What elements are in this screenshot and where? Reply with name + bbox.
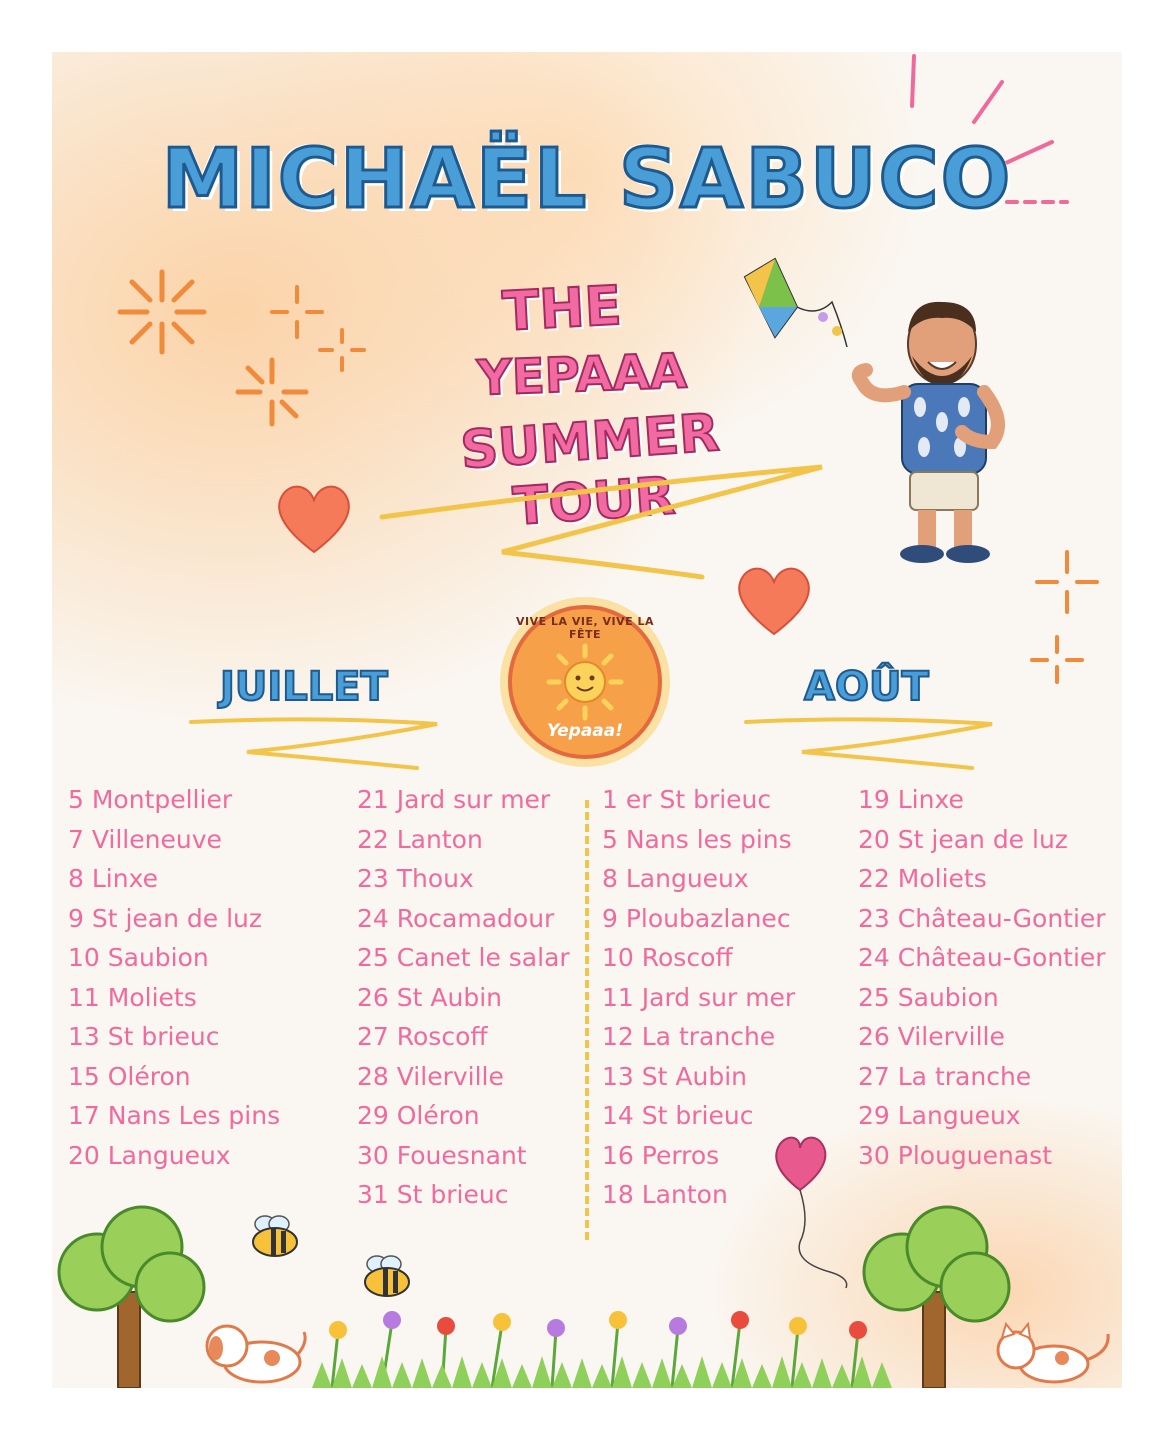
flowers-grass-icon xyxy=(312,1292,892,1388)
august-underline-squiggle-icon xyxy=(742,712,1002,772)
list-item: 29 Langueux xyxy=(858,1101,1021,1130)
list-item: 10 Saubion xyxy=(68,943,209,972)
list-item: 15 Oléron xyxy=(68,1061,191,1091)
cat-icon xyxy=(992,1322,1117,1388)
tour-poster xyxy=(52,52,1122,1388)
list-item: 22 Lanton xyxy=(357,824,483,854)
month-divider xyxy=(585,800,589,1240)
list-item: 29 Oléron xyxy=(357,1101,480,1130)
list-item: 30 Fouesnant xyxy=(357,1140,527,1170)
heart-icon xyxy=(734,562,814,638)
list-item: 27 La tranche xyxy=(858,1061,1032,1091)
badge-word: Yepaaa! xyxy=(547,721,623,741)
badge-arc-text: VIVE LA VIE, VIVE LA FÊTE xyxy=(516,615,654,641)
list-item: 16 Perros xyxy=(602,1140,720,1170)
sun-icon xyxy=(545,642,625,722)
july-underline-squiggle-icon xyxy=(187,712,447,772)
list-item: 26 Vilerville xyxy=(858,1022,1005,1051)
august-dates-column-1 xyxy=(602,780,795,1215)
august-dates-column-2 xyxy=(858,780,1106,1175)
bee-icon xyxy=(245,1212,305,1262)
dog-icon xyxy=(202,1312,312,1388)
list-item: 8 Linxe xyxy=(68,864,158,893)
list-item: 7 Villeneuve xyxy=(68,824,222,854)
list-item: 22 Moliets xyxy=(858,864,987,893)
list-item: 9 Ploubazlanec xyxy=(602,903,791,933)
july-dates-column-2 xyxy=(357,780,570,1215)
list-item: 12 La tranche xyxy=(602,1022,776,1051)
heart-icon xyxy=(274,480,354,556)
list-item: 19 Linxe xyxy=(858,785,964,814)
list-item: 17 Nans Les pins xyxy=(68,1101,281,1130)
list-item: 13 St brieuc xyxy=(68,1022,220,1051)
list-item: 31 St brieuc xyxy=(357,1180,509,1209)
list-item: 21 Jard sur mer xyxy=(357,785,551,814)
list-item: 25 Saubion xyxy=(858,982,999,1012)
month-label-july: JUILLET xyxy=(220,664,388,710)
list-item: 25 Canet le salar xyxy=(357,943,570,972)
list-item: 23 Château-Gontier xyxy=(858,903,1106,933)
list-item: 18 Lanton xyxy=(602,1180,728,1209)
month-label-august: AOÛT xyxy=(804,664,929,710)
yepaaa-badge xyxy=(500,597,670,767)
sparkle-small-icon xyxy=(267,282,367,382)
list-item: 26 St Aubin xyxy=(357,982,502,1012)
july-dates-column-1 xyxy=(68,780,280,1175)
list-item: 24 Rocamadour xyxy=(357,903,555,933)
list-item: 8 Langueux xyxy=(602,864,749,893)
list-item: 24 Château-Gontier xyxy=(858,943,1106,972)
list-item: 27 Roscoff xyxy=(357,1022,488,1051)
subtitle-line-the: THE xyxy=(500,273,624,344)
list-item: 1 er St brieuc xyxy=(602,785,772,814)
comedian-illustration xyxy=(842,292,1042,572)
list-item: 30 Plouguenast xyxy=(858,1140,1053,1170)
list-item: 20 St jean de luz xyxy=(858,824,1068,854)
subtitle-line-yepaaa: YEPAAA xyxy=(476,343,688,407)
list-item: 20 Langueux xyxy=(68,1140,231,1170)
performer-name-title: MICHAËL SABUCO xyxy=(161,132,1013,227)
list-item: 9 St jean de luz xyxy=(68,903,263,933)
list-item: 13 St Aubin xyxy=(602,1061,747,1091)
tree-icon xyxy=(52,1202,212,1388)
list-item: 11 Moliets xyxy=(68,982,197,1012)
list-item: 28 Vilerville xyxy=(357,1061,504,1091)
list-item: 11 Jard sur mer xyxy=(602,982,796,1012)
list-item: 10 Roscoff xyxy=(602,943,733,972)
list-item: 23 Thoux xyxy=(357,864,474,893)
list-item: 14 St brieuc xyxy=(602,1101,754,1130)
list-item: 5 Montpellier xyxy=(68,785,233,814)
list-item: 5 Nans les pins xyxy=(602,824,792,854)
subtitle-line-summer-tour: SUMMER TOUR xyxy=(458,403,722,538)
